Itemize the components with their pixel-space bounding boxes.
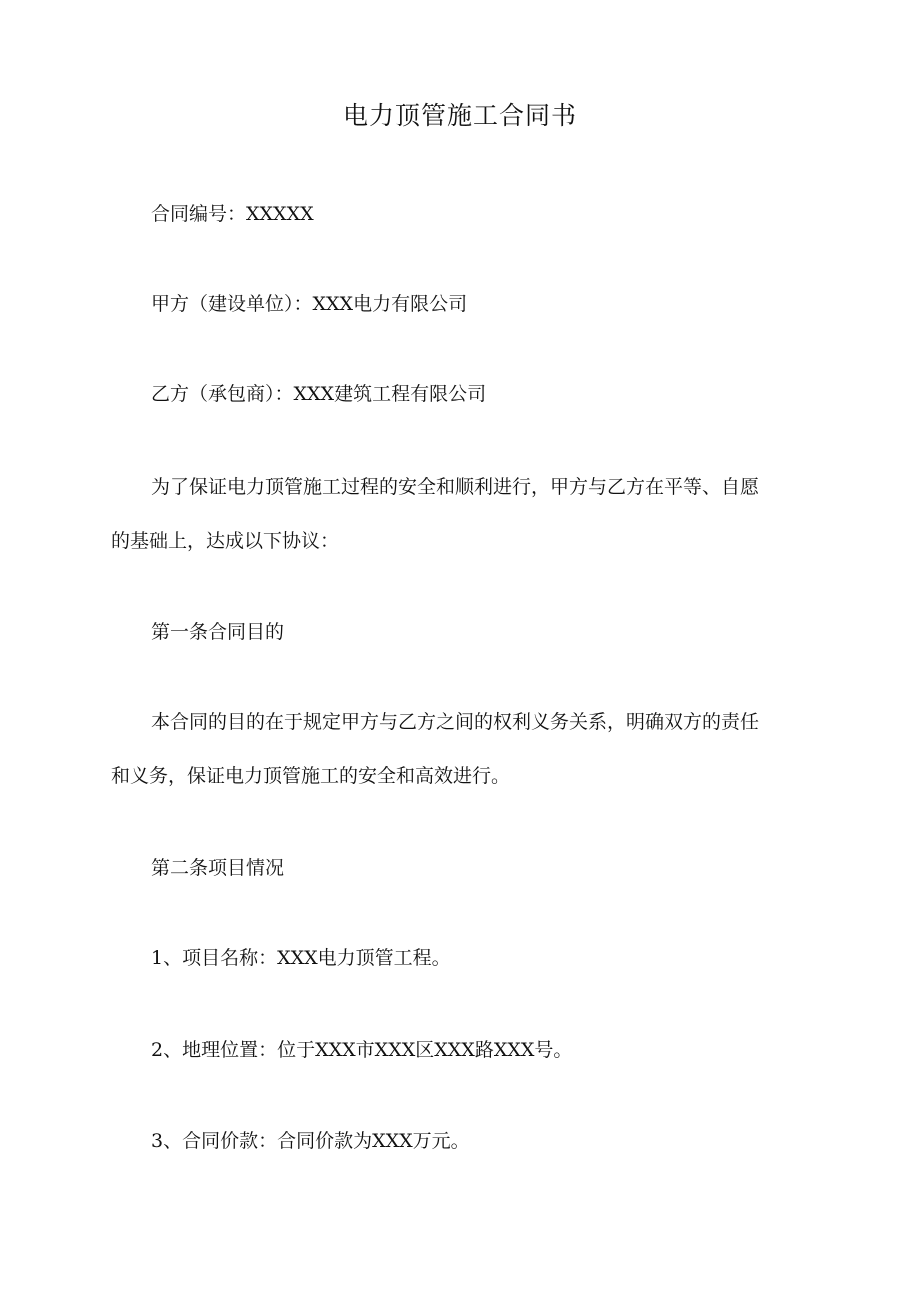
article-1-heading: 第一条合同目的 — [151, 621, 285, 643]
article-2-heading: 第二条项目情况 — [151, 857, 285, 879]
article-1-line-2: 和义务，保证电力顶管施工的安全和高效进行。 — [111, 765, 511, 787]
preamble-line-2: 的基础上，达成以下协议： — [111, 530, 340, 552]
document-title: 电力顶管施工合同书 — [342, 101, 577, 130]
item-project-name: 1、项目名称：XXX电力顶管工程。 — [151, 947, 451, 969]
preamble-line-1: 为了保证电力顶管施工过程的安全和顺利进行，甲方与乙方在平等、自愿 — [151, 476, 760, 498]
party-a: 甲方（建设单位）：XXX电力有限公司 — [151, 293, 468, 315]
article-1-line-1: 本合同的目的在于规定甲方与乙方之间的权利义务关系，明确双方的责任 — [151, 711, 760, 733]
contract-number: 合同编号：XXXXX — [151, 203, 314, 225]
party-b: 乙方（承包商）：XXX建筑工程有限公司 — [151, 383, 487, 405]
preamble-paragraph — [111, 460, 801, 568]
item-location: 2、地理位置：位于XXX市XXX区XXX路XXX号。 — [151, 1039, 573, 1061]
article-1-paragraph — [111, 695, 801, 803]
item-contract-price: 3、合同价款：合同价款为XXX万元。 — [151, 1130, 470, 1152]
